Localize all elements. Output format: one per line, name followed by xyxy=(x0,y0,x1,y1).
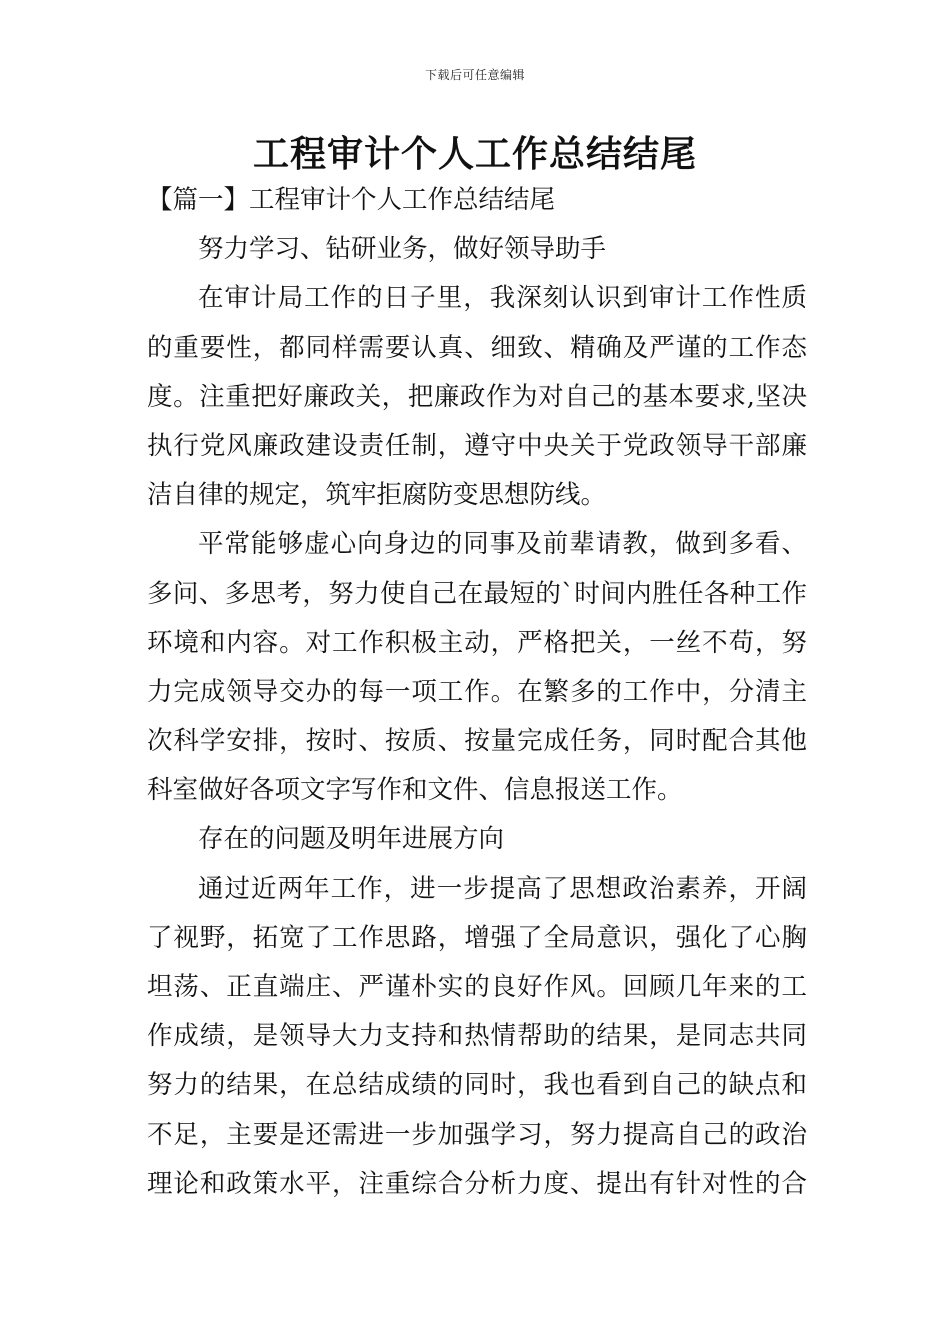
document-title: 工程审计个人工作总结结尾 xyxy=(252,133,697,175)
paragraph-line: 洁自律的规定，筑牢拒腐防变思想防线。 xyxy=(147,480,607,511)
paragraph-line: 不足，主要是还需进一步加强学习，努力提高自己的政治 xyxy=(147,1119,807,1150)
paragraph-line: 努力的结果，在总结成绩的同时，我也看到自己的缺点和 xyxy=(147,1070,807,1101)
paragraph-1 xyxy=(147,274,807,520)
subheading-study: 努力学习、钻研业务，做好领导助手 xyxy=(198,234,607,265)
paragraph-line: 平常能够虚心向身边的同事及前辈请教，做到多看、 xyxy=(198,529,807,560)
paragraph-line: 度。注重把好廉政关，把廉政作为对自己的基本要求,坚决 xyxy=(147,381,807,412)
paragraph-line: 坦荡、正直端庄、严谨朴实的良好作风。回顾几年来的工 xyxy=(147,972,807,1002)
paragraph-line: 通过近两年工作，进一步提高了思想政治素养，开阔 xyxy=(198,873,807,904)
document-body xyxy=(147,176,807,1209)
paragraph-line: 理论和政策水平，注重综合分析力度、提出有针对性的合 xyxy=(147,1168,807,1199)
subheading-problems: 存在的问题及明年进展方向 xyxy=(198,824,505,855)
section-heading: 【篇一】工程审计个人工作总结结尾 xyxy=(147,185,556,215)
paragraph-line: 的重要性，都同样需要认真、细致、精确及严谨的工作态 xyxy=(147,332,807,363)
paragraph-2 xyxy=(147,520,807,815)
paragraph-3 xyxy=(147,865,807,1209)
paragraph-line: 力完成领导交办的每一项工作。在繁多的工作中，分清主 xyxy=(147,676,807,707)
paragraph-line: 了视野，拓宽了工作思路，增强了全局意识，强化了心胸 xyxy=(147,922,807,953)
paragraph-line: 环境和内容。对工作积极主动，严格把关，一丝不苟，努 xyxy=(147,627,807,658)
paragraph-line: 科室做好各项文字写作和文件、信息报送工作。 xyxy=(147,775,683,806)
paragraph-line: 执行党风廉政建设责任制，遵守中央关于党政领导干部廉 xyxy=(147,430,807,461)
paragraph-line: 作成绩，是领导大力支持和热情帮助的结果，是同志共同 xyxy=(147,1021,807,1052)
paragraph-line: 次科学安排，按时、按质、按量完成任务，同时配合其他 xyxy=(147,726,807,757)
paragraph-line: 多问、多思考，努力使自己在最短的`时间内胜任各种工作 xyxy=(147,578,807,609)
paragraph-line: 在审计局工作的日子里，我深刻认识到审计工作性质 xyxy=(198,283,807,314)
page-header-note: 下载后可任意编辑 xyxy=(424,68,525,82)
